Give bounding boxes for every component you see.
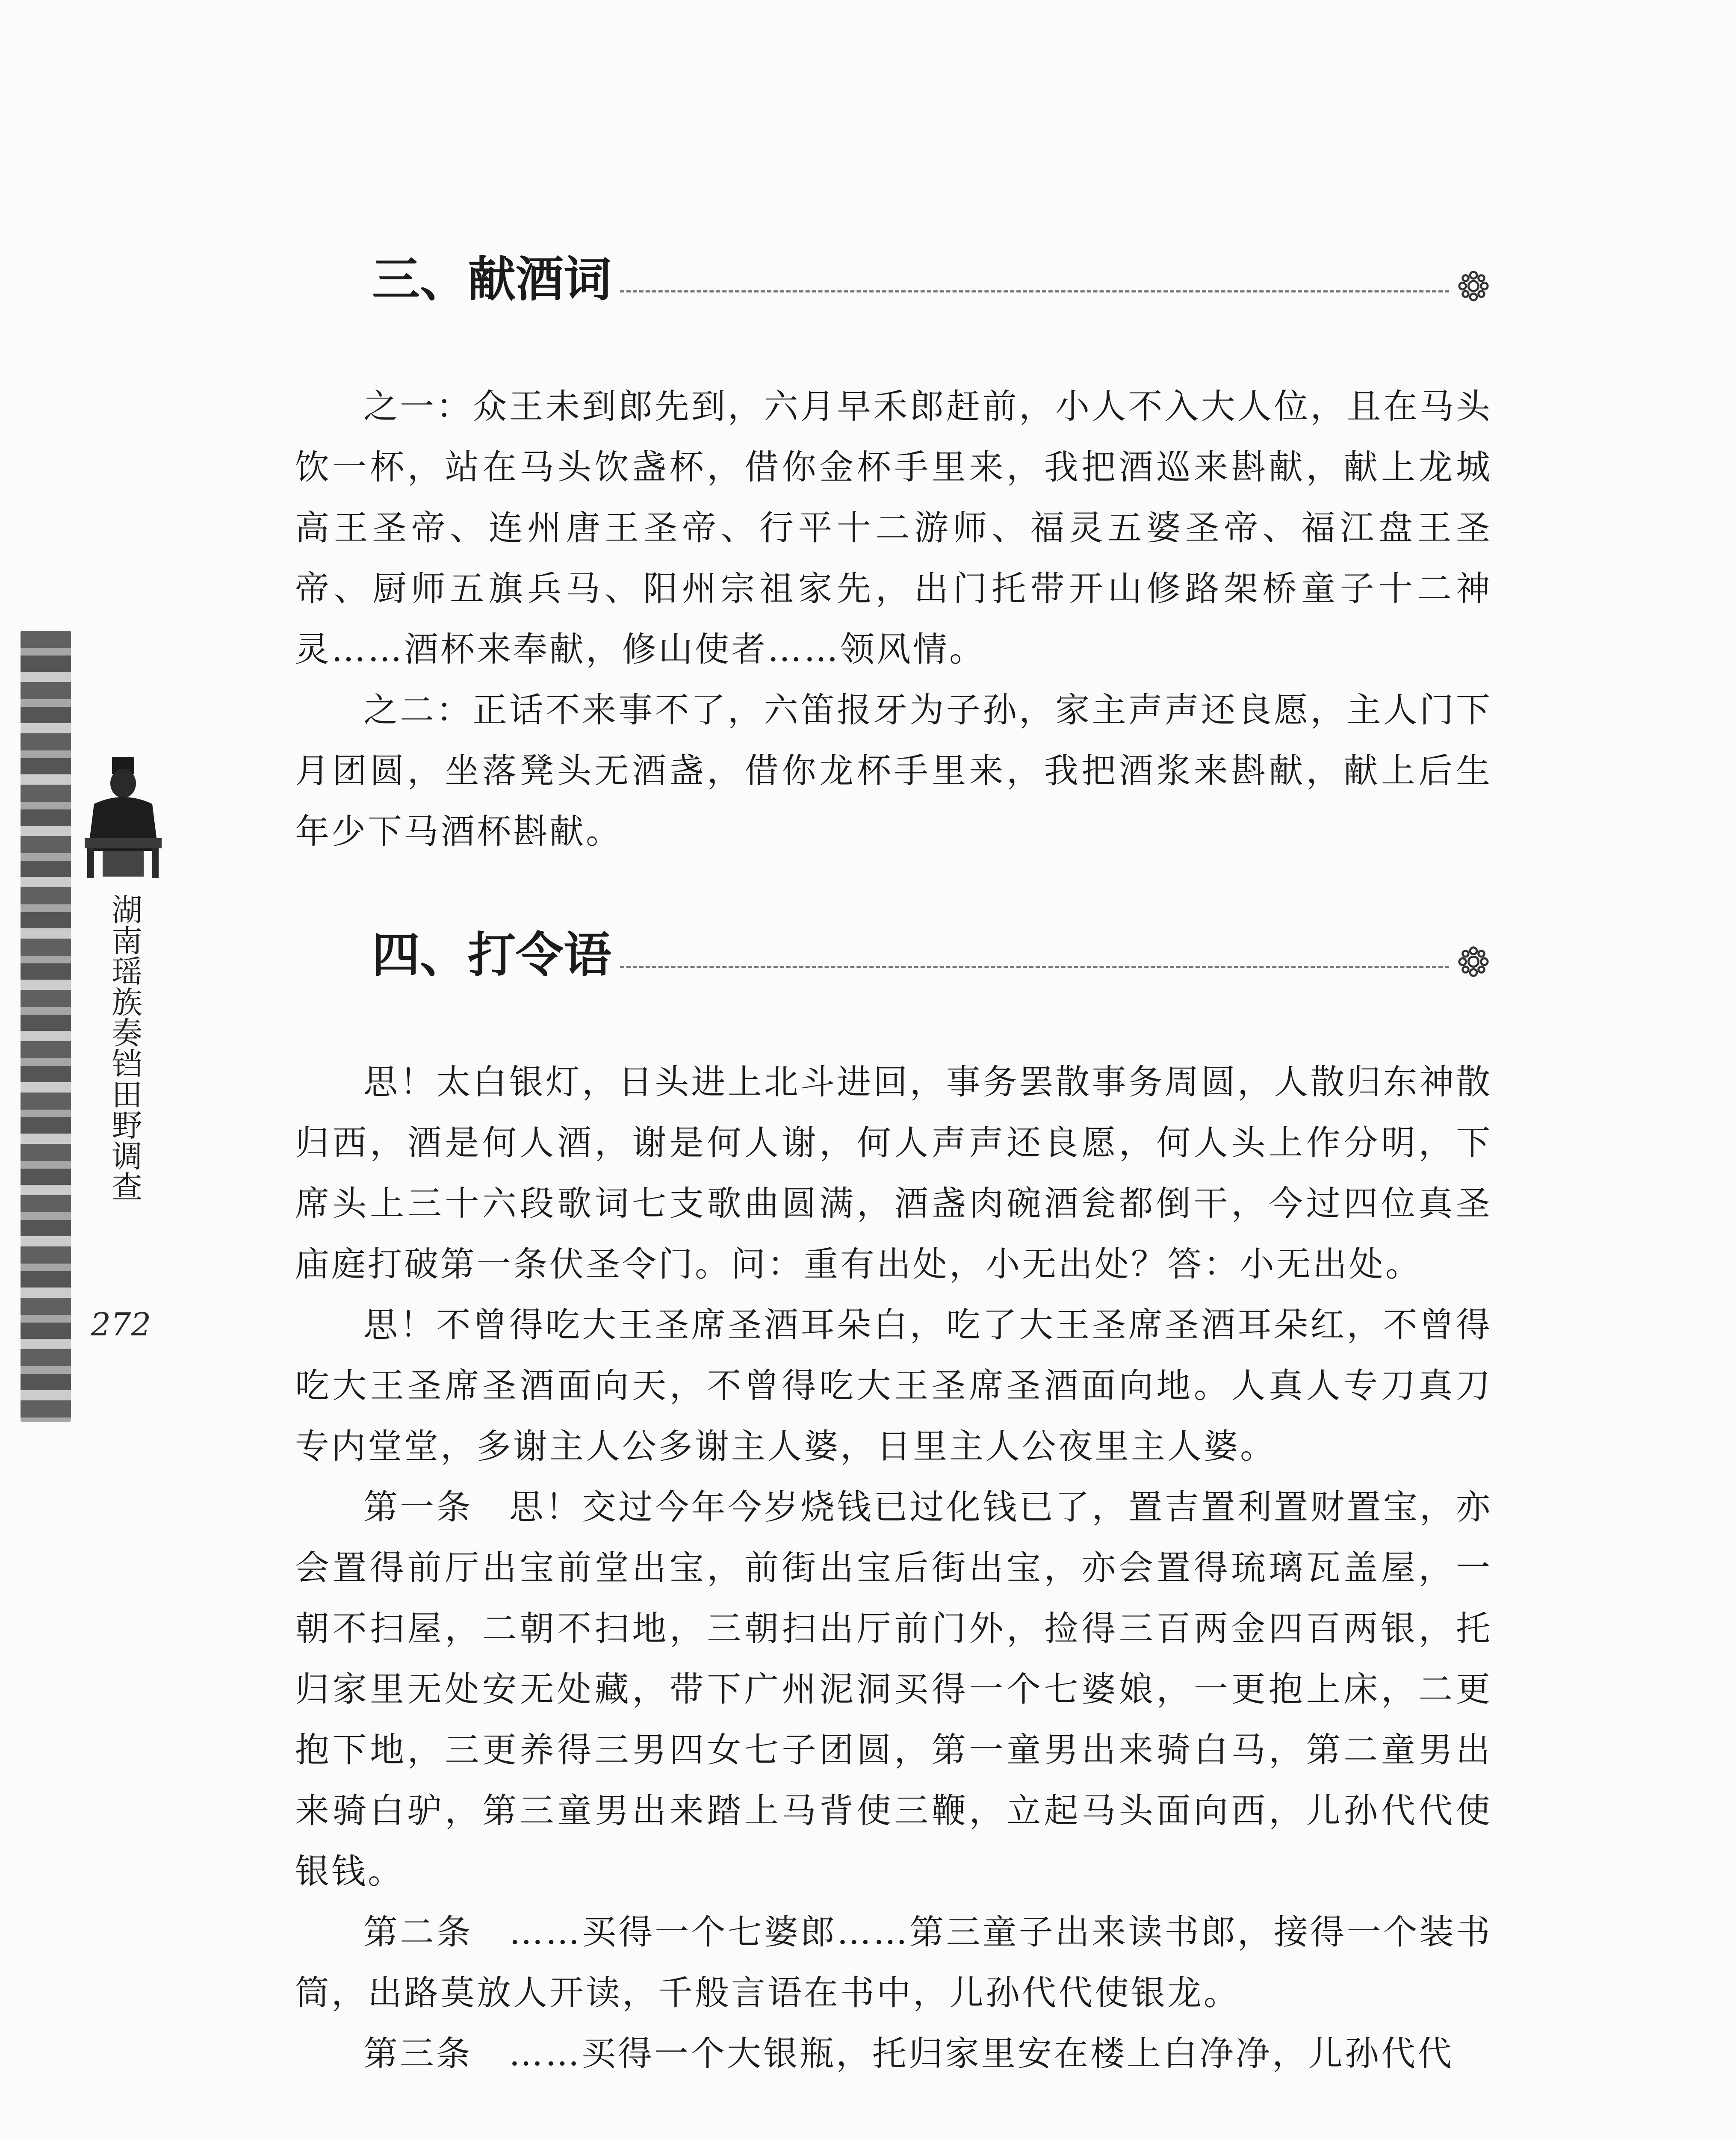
- paragraph: 之一：众王未到郎先到，六月早禾郎赶前，小人不入大人位，且在马头饮一杯，站在马头饮盏杯，借你金杯手里来，我把酒巡来斟献，献上龙城高王圣帝、连州唐王圣帝、行平十二游师、福灵五婆圣帝、福江盘王圣帝、厨师五旗兵马、阳州宗祖家先，出门托带开山修路架桥童子十二神灵……酒杯来奉献，修山使者……领风情。: [295, 387, 1492, 669]
- heading-dashed-rule: [620, 290, 1449, 292]
- section-3-body: [295, 376, 1492, 862]
- paragraph: 思！不曾得吃大王圣席圣酒耳朵白，吃了大王圣席圣酒耳朵红，不曾得吃大王圣席圣酒面向天，不曾得吃大王圣席圣酒面向地。人真人专刀真刀专内堂堂，多谢主人公多谢主人婆，日里主人公夜里主人婆。: [295, 1305, 1492, 1466]
- paragraph: 第三条 ……买得一个大银瓶，托归家里安在楼上白净净，儿孙代代: [363, 2034, 1454, 2073]
- section-heading-4: [372, 915, 1490, 983]
- paragraph: 第一条 思！交过今年今岁烧钱已过化钱已了，置吉置利置财置宝，亦会置得前厅出宝前堂出宝，前街出宝后街出宝，亦会置得琉璃瓦盖屋，一朝不扫屋，二朝不扫地，三朝扫出厅前门外，捡得三百两金四百两银，托归家里无处安无处藏，带下广州泥洞买得一个七婆娘，一更抱上床，二更抱下地，三更养得三男四女七子团圆，第一童男出来骑白马，第二童男出来骑白驴，第三童男出来踏上马背使三鞭，立起马头面向西，儿孙代代使银钱。: [295, 1487, 1492, 1891]
- section-heading-3: [372, 239, 1490, 307]
- heading-dashed-rule: [620, 966, 1449, 968]
- decorative-margin-band: [21, 631, 71, 1422]
- section-4-body: [295, 1052, 1492, 2084]
- paragraph: 之二：正话不来事不了，六笛报牙为子孙，家主声声还良愿，主人门下月团圆，坐落凳头无酒盏，借你龙杯手里来，我把酒浆来斟献，献上后生年少下马酒杯斟献。: [295, 690, 1492, 851]
- flower-ornament-icon: [1457, 269, 1490, 303]
- seated-figure-icon: [77, 753, 169, 881]
- heading-text: 四、打令语: [372, 927, 611, 983]
- flower-ornament-icon: [1457, 945, 1490, 978]
- paragraph: 第二条 ……买得一个七婆郎……第三童子出来读书郎，接得一个装书筒，出路莫放人开读，千般言语在书中，儿孙代代使银龙。: [295, 1912, 1492, 2013]
- heading-text: 三、献酒词: [372, 251, 611, 307]
- book-title-vertical: 湖南瑶族奏铛田野调查: [106, 894, 142, 1202]
- page-number: 272: [91, 1306, 151, 1343]
- paragraph: 思！太白银灯，日头进上北斗进回，事务罢散事务周圆，人散归东神散归西，酒是何人酒，谢是何人谢，何人声声还良愿，何人头上作分明，下席头上三十六段歌词七支歌曲圆满，酒盏肉碗酒瓮都倒干，今过四位真圣庙庭打破第一条伏圣令门。问：重有出处，小无出处？答：小无出处。: [295, 1062, 1492, 1284]
